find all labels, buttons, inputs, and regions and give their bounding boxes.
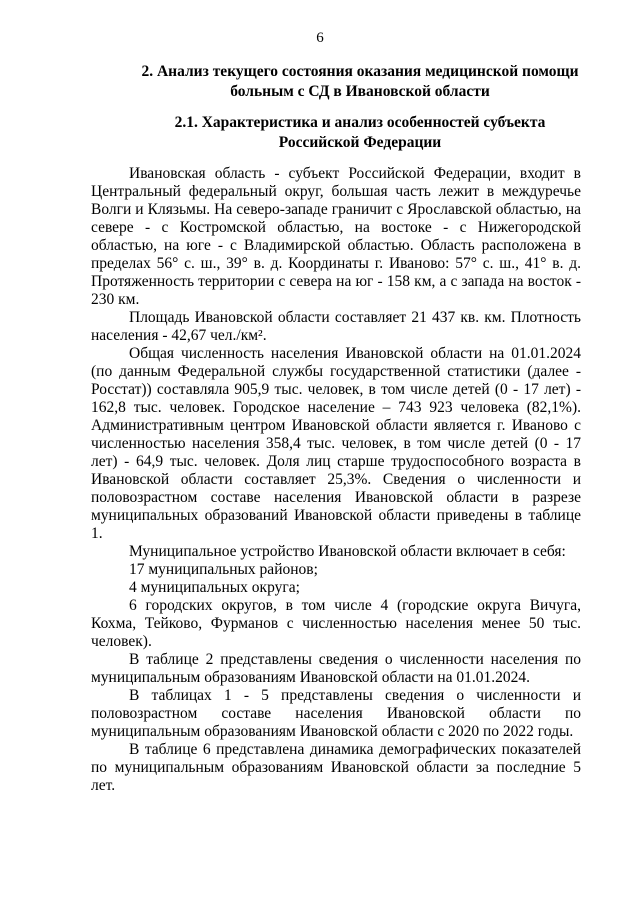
page-number: 6: [316, 30, 324, 46]
subsection-heading: 2.1. Характеристика и анализ особенностей субъекта Российской Федерации: [174, 114, 546, 151]
paragraph-population: Общая численность населения Ивановской области на 01.01.2024 (по данным Федеральной службы государственной статистики (далее - Росстат)) составляла 905,9 тыс. человек, в том числе детей (0 - 17 лет) - 162,8 тыс. человек. Городское население – 743 923 человека (82,1%). Административным центром Ивановской области является г. Иваново с численностью населения 358,4 тыс. человек, в том числе детей (0 - 17 лет) - 64,9 тыс. человек. Доля лиц старше трудоспособного возраста в Ивановской области составляет 25,3%. Сведения о численности и половозрастном составе населения Ивановской области в разрезе муниципальных образований Ивановской области приведены в таблице 1.: [91, 345, 581, 542]
paragraph-table-2: В таблице 2 представлены сведения о численности населения по муниципальным образованиям Ивановской области на 01.01.2024.: [91, 651, 581, 686]
list-item-municipal-okrugs: 4 муниципальных округа;: [129, 579, 300, 596]
paragraph-area-density: Площадь Ивановской области составляет 21 437 кв. км. Плотность населения - 42,67 чел./км².: [91, 309, 581, 344]
paragraph-tables-1-5: В таблицах 1 - 5 представлены сведения о численности и половозрастном составе населения Ивановской области по муниципальным образованиям Ивановской области с 2020 по 2022 годы.: [91, 687, 581, 740]
list-item-city-okrugs: 6 городских округов, в том числе 4 (городские округа Вичуга, Кохма, Тейково, Фурманов с численностью населения менее 50 тыс. человек).: [91, 597, 581, 650]
body-text: [91, 165, 581, 795]
paragraph-municipal-structure: Муниципальное устройство Ивановской области включает в себя:: [129, 543, 566, 560]
section-heading: 2. Анализ текущего состояния оказания медицинской помощи больным с СД в Ивановской области: [141, 63, 579, 100]
list-item-districts: 17 муниципальных районов;: [129, 561, 318, 578]
paragraph-table-6: В таблице 6 представлена динамика демографических показателей по муниципальным образованиям Ивановской области за последние 5 лет.: [91, 741, 581, 794]
paragraph-region-description: Ивановская область - субъект Российской Федерации, входит в Центральный федеральный округ, большая часть лежит в междуречье Волги и Клязьмы. На северо-западе граничит с Ярославской областью, на севере - с Костромской областью, на востоке - с Нижегородской областью, на юге - с Владимирской областью. Область расположена в пределах 56° с. ш., 39° в. д. Координаты г. Иваново: 57° с. ш., 41° в. д. Протяженность территории с севера на юг - 158 км, а с запада на восток - 230 км.: [91, 165, 581, 308]
